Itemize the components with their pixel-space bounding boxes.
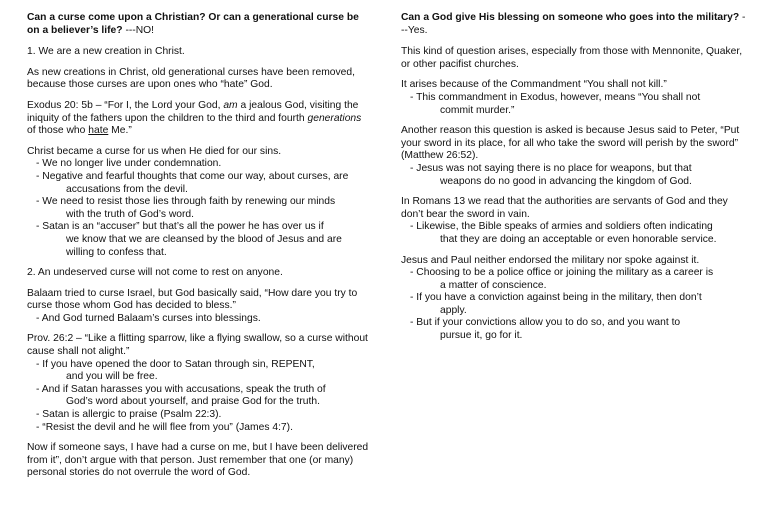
right-paragraph: Jesus and Paul neither endorsed the military nor spoke against it. [401, 254, 700, 266]
bullet-list [27, 158, 369, 259]
right-paragraph: It arises because of the Commandment “You shall not kill.” [401, 79, 667, 91]
right-question: Can a God give His blessing on someone who goes into the military? ---Yes. [401, 12, 746, 36]
list-item: - “Resist the devil and he will flee from you” (James 4:7). [36, 421, 293, 433]
bullet-list [27, 359, 369, 435]
balaam-paragraph: Balaam tried to curse Israel, but God basically said, “How dare you try to curse those whom God has decided to bless.” [27, 287, 358, 312]
right-answer: ---Yes. [401, 12, 746, 36]
left-answer: ---NO! [122, 24, 155, 36]
bullet-list [401, 92, 746, 117]
list-item: - Satan is an “accuser” but that’s all the power he has over us if we know that we are cleansed by the blood of Jesus and are willing to confess that. [36, 221, 342, 258]
bullet-list [401, 163, 746, 188]
bullet-list [401, 267, 746, 343]
right-paragraph: Another reason this question is asked is because Jesus said to Peter, “Put your sword in its place, for all who take the sword will perish by the sword” (Matthew 26:52). [401, 125, 740, 162]
proverbs-quote: Prov. 26:2 – “Like a flitting sparrow, like a flying swallow, so a curse without cause shall not alight.” [27, 333, 368, 358]
list-item: - Likewise, the Bible speaks of armies and soldiers often indicating that they are doing an acceptable or even honorable service. [410, 221, 717, 245]
list-item: - And if Satan harasses you with accusations, speak the truth of God’s word about yourself, and praise God for the truth. [36, 383, 326, 408]
bullet-list [27, 313, 369, 326]
right-column [401, 12, 746, 351]
list-item: - If you have a conviction against being in the military, then don’t apply. [410, 292, 702, 316]
bullet-list [401, 221, 746, 246]
list-item: - We no longer live under condemnation. [36, 158, 222, 170]
left-paragraph: Christ became a curse for us when He died for our sins. [27, 145, 282, 157]
right-paragraph: In Romans 13 we read that the authorities are servants of God and they don’t bear the sword in vain. [401, 196, 728, 220]
list-item: - But if your convictions allow you to do so, and you want to pursue it, go for it. [410, 317, 681, 342]
list-item: - We need to resist those lies through faith by renewing our minds with the truth of God’s word. [36, 196, 336, 220]
left-paragraph: As new creations in Christ, old generational curses have been removed, because those curses are upon ones who “hate” God. [27, 66, 355, 91]
list-item: - And God turned Balaam’s curses into blessings. [36, 312, 261, 324]
list-item: - Jesus was not saying there is no place for weapons, but that weapons do no good in advancing the kingdom of God. [410, 162, 692, 187]
list-item: - This commandment in Exodus, however, means “You shall not commit murder.” [410, 91, 701, 116]
left-question: Can a curse come upon a Christian? Or can a generational curse be on a believer’s life? ---NO! [27, 12, 359, 36]
list-item: - Negative and fearful thoughts that come our way, about curses, are accusations from the devil. [36, 170, 349, 195]
left-column [27, 12, 369, 488]
left-point-1: 1. We are a new creation in Christ. [27, 46, 185, 58]
list-item: - If you have opened the door to Satan through sin, REPENT, and you will be free. [36, 358, 315, 383]
list-item: - Choosing to be a police office or joining the military as a career is a matter of conscience. [410, 267, 714, 291]
exodus-quote: Exodus 20: 5b – “For I, the Lord your God, am a jealous God, visiting the iniquity of the fathers upon the children to the third and fourth generations of those who hate Me.” [27, 99, 362, 137]
left-point-2: 2. An undeserved curse will not come to rest on anyone. [27, 267, 283, 279]
right-paragraph: This kind of question arises, especially from those with Mennonite, Quaker, or other pacifist churches. [401, 46, 743, 70]
list-item: - Satan is allergic to praise (Psalm 22:3). [36, 409, 222, 421]
closing-paragraph: Now if someone says, I have had a curse on me, but I have been delivered from it”, don’t argue with that person. Just remember that one (or many) personal stories do not overrule the word of God. [27, 442, 369, 479]
